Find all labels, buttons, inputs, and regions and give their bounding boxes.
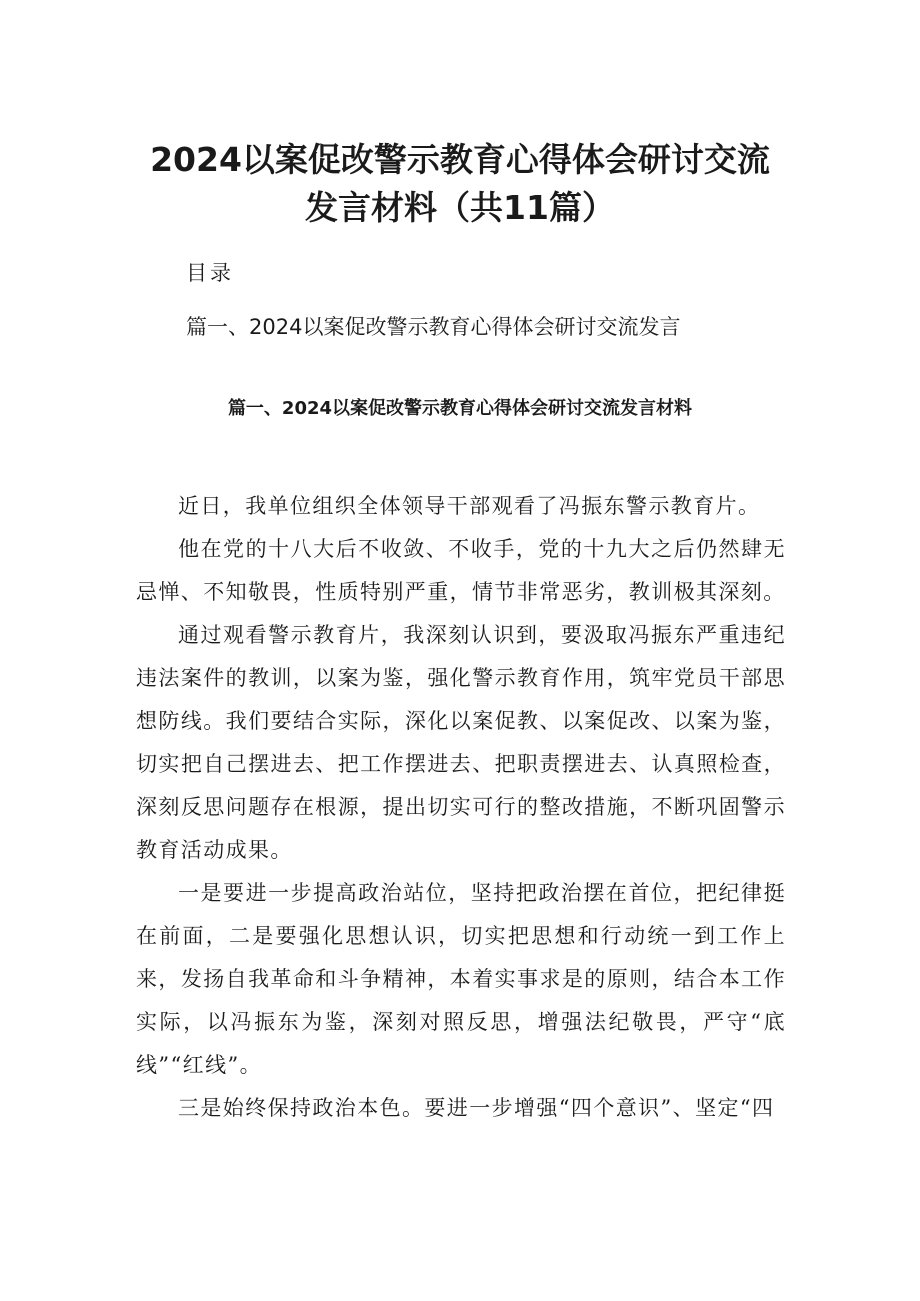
toc-item[interactable]: 篇一、2024以案促改警示教育心得体会研讨交流发言 bbox=[186, 315, 681, 339]
toc-label: 目录 bbox=[186, 261, 234, 285]
paragraph: 三是始终保持政治本色。要进一步增强“四个意识”、坚定“四 bbox=[178, 1096, 775, 1120]
body-text bbox=[136, 485, 786, 1130]
paragraph: 通过观看警示教育片，我深刻认识到，要汲取冯振东严重违纪违法案件的教训，以案为鉴，强化警示教育作用，筑牢党员干部思想防线。我们要结合实际，深化以案促教、以案促改、以案为鉴，切实把自己摆进去、把工作摆进去、把职责摆进去、认真照检查，深刻反思问题存在根源，提出切实可行的整改措施，不断巩固警示教育活动成果。 bbox=[136, 623, 786, 862]
section-heading: 篇一、2024以案促改警示教育心得体会研讨交流发言材料 bbox=[227, 398, 693, 419]
document-title-line-1: 2024以案促改警示教育心得体会研讨交流 bbox=[150, 140, 770, 179]
paragraph: 近日，我单位组织全体领导干部观看了冯振东警示教育片。 bbox=[178, 494, 761, 518]
paragraph: 他在党的十八大后不收敛、不收手，党的十九大之后仍然肆无忌惮、不知敬畏，性质特别严重，情节非常恶劣，教训极其深刻。 bbox=[136, 537, 786, 604]
document-title-line-2: 发言材料（共11篇） bbox=[305, 188, 615, 227]
paragraph: 一是要进一步提高政治站位，坚持把政治摆在首位，把纪律挺在前面，二是要强化思想认识，切实把思想和行动统一到工作上来，发扬自我革命和斗争精神，本着实事求是的原则，结合本工作实际，以冯振东为鉴，深刻对照反思，增强法纪敬畏，严守“底线”“红线”。 bbox=[136, 881, 786, 1077]
